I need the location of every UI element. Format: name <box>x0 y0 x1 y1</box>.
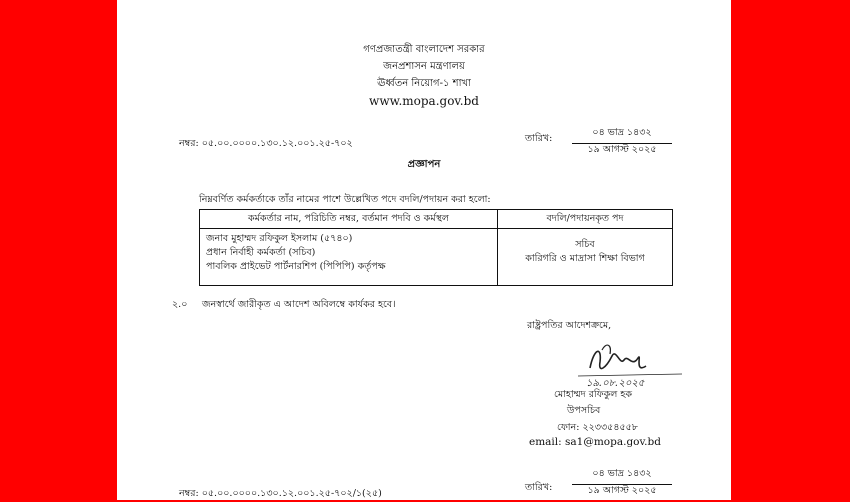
notice-title: প্রজ্ঞাপন <box>407 159 441 170</box>
table-row <box>200 229 673 286</box>
new-office: কারিগরি ও মাদ্রাসা শিক্ষা বিভাগ <box>525 253 645 264</box>
date-bangla: ০৪ ভাদ্র ১৪৩২ <box>572 126 672 144</box>
section-name: ঊর্ধ্বতন নিয়োগ-১ শাখা <box>377 78 471 89</box>
document-page <box>117 0 731 500</box>
govt-name: গণপ্রজাতন্ত্রী বাংলাদেশ সরকার <box>363 44 485 55</box>
signature-date: ১৯.০৮.২০২৫ <box>586 378 645 388</box>
ministry-name: জনপ্রশাসন মন্ত্রণালয় <box>383 61 465 72</box>
signer-designation: উপসচিব <box>567 405 601 416</box>
website-link[interactable]: www.mopa.gov.bd <box>369 94 479 108</box>
table-header-row <box>200 210 673 229</box>
memo2-number: নম্বর: ০৫.০০.০০০০.১৩০.১২.০০১.২৫-৭০২/১(২৫) <box>179 488 382 499</box>
signer-name: মোহাম্মদ রফিকুল হক <box>554 389 632 400</box>
intro-text: নিম্নবর্ণিত কর্মকর্তাকে তাঁর নামের পাশে উল্লেখিত পদে বদলি/পদায়ন করা হলো: <box>199 194 491 205</box>
signature-scribble <box>572 338 692 388</box>
signer-phone: ফোন: ২২৩৩৫৪৫৫৮ <box>557 422 638 433</box>
officer-designation: প্রধান নির্বাহী কর্মকর্তা (সচিব) <box>206 247 316 258</box>
memo-number: নম্বর: ০৫.০০.০০০০.১৩০.১২.০০১.২৫-৭০২ <box>179 138 353 149</box>
clause-text: জনস্বার্থে জারীকৃত এ আদেশ অবিলম্বে কার্যকর হবে। <box>202 299 396 310</box>
table-col-officer: কর্মকর্তার নাম, পরিচিতি নম্বর, বর্তমান পদবি ও কর্মস্থল <box>200 210 498 229</box>
memo2-date-bangla: ০৪ ভাদ্র ১৪৩২ <box>572 467 672 485</box>
date-label: তারিখ: <box>525 133 553 144</box>
posting-table <box>199 209 673 286</box>
order-line: রাষ্ট্রপতির আদেশক্রমে, <box>527 320 612 331</box>
officer-name: জনাব মুহাম্মদ রফিকুল ইসলাম (৫৭৪০) <box>206 233 353 244</box>
officer-office: পাবলিক প্রাইভেট পার্টনারশিপ (পিপিপি) কর্তৃপক্ষ <box>206 261 386 272</box>
memo2-date-english: ১৯ আগস্ট ২০২৫ <box>587 485 657 496</box>
date-english: ১৯ আগস্ট ২০২৫ <box>587 144 657 155</box>
officer-cell <box>200 229 498 286</box>
signer-email[interactable]: email: sa1@mopa.gov.bd <box>529 436 661 448</box>
new-post-cell <box>498 229 673 286</box>
new-post: সচিব <box>575 239 595 250</box>
table-col-post: বদলি/পদায়নকৃত পদ <box>498 210 673 229</box>
clause-number: ২.০ <box>172 299 188 310</box>
memo2-date-label: তারিখ: <box>525 482 553 493</box>
